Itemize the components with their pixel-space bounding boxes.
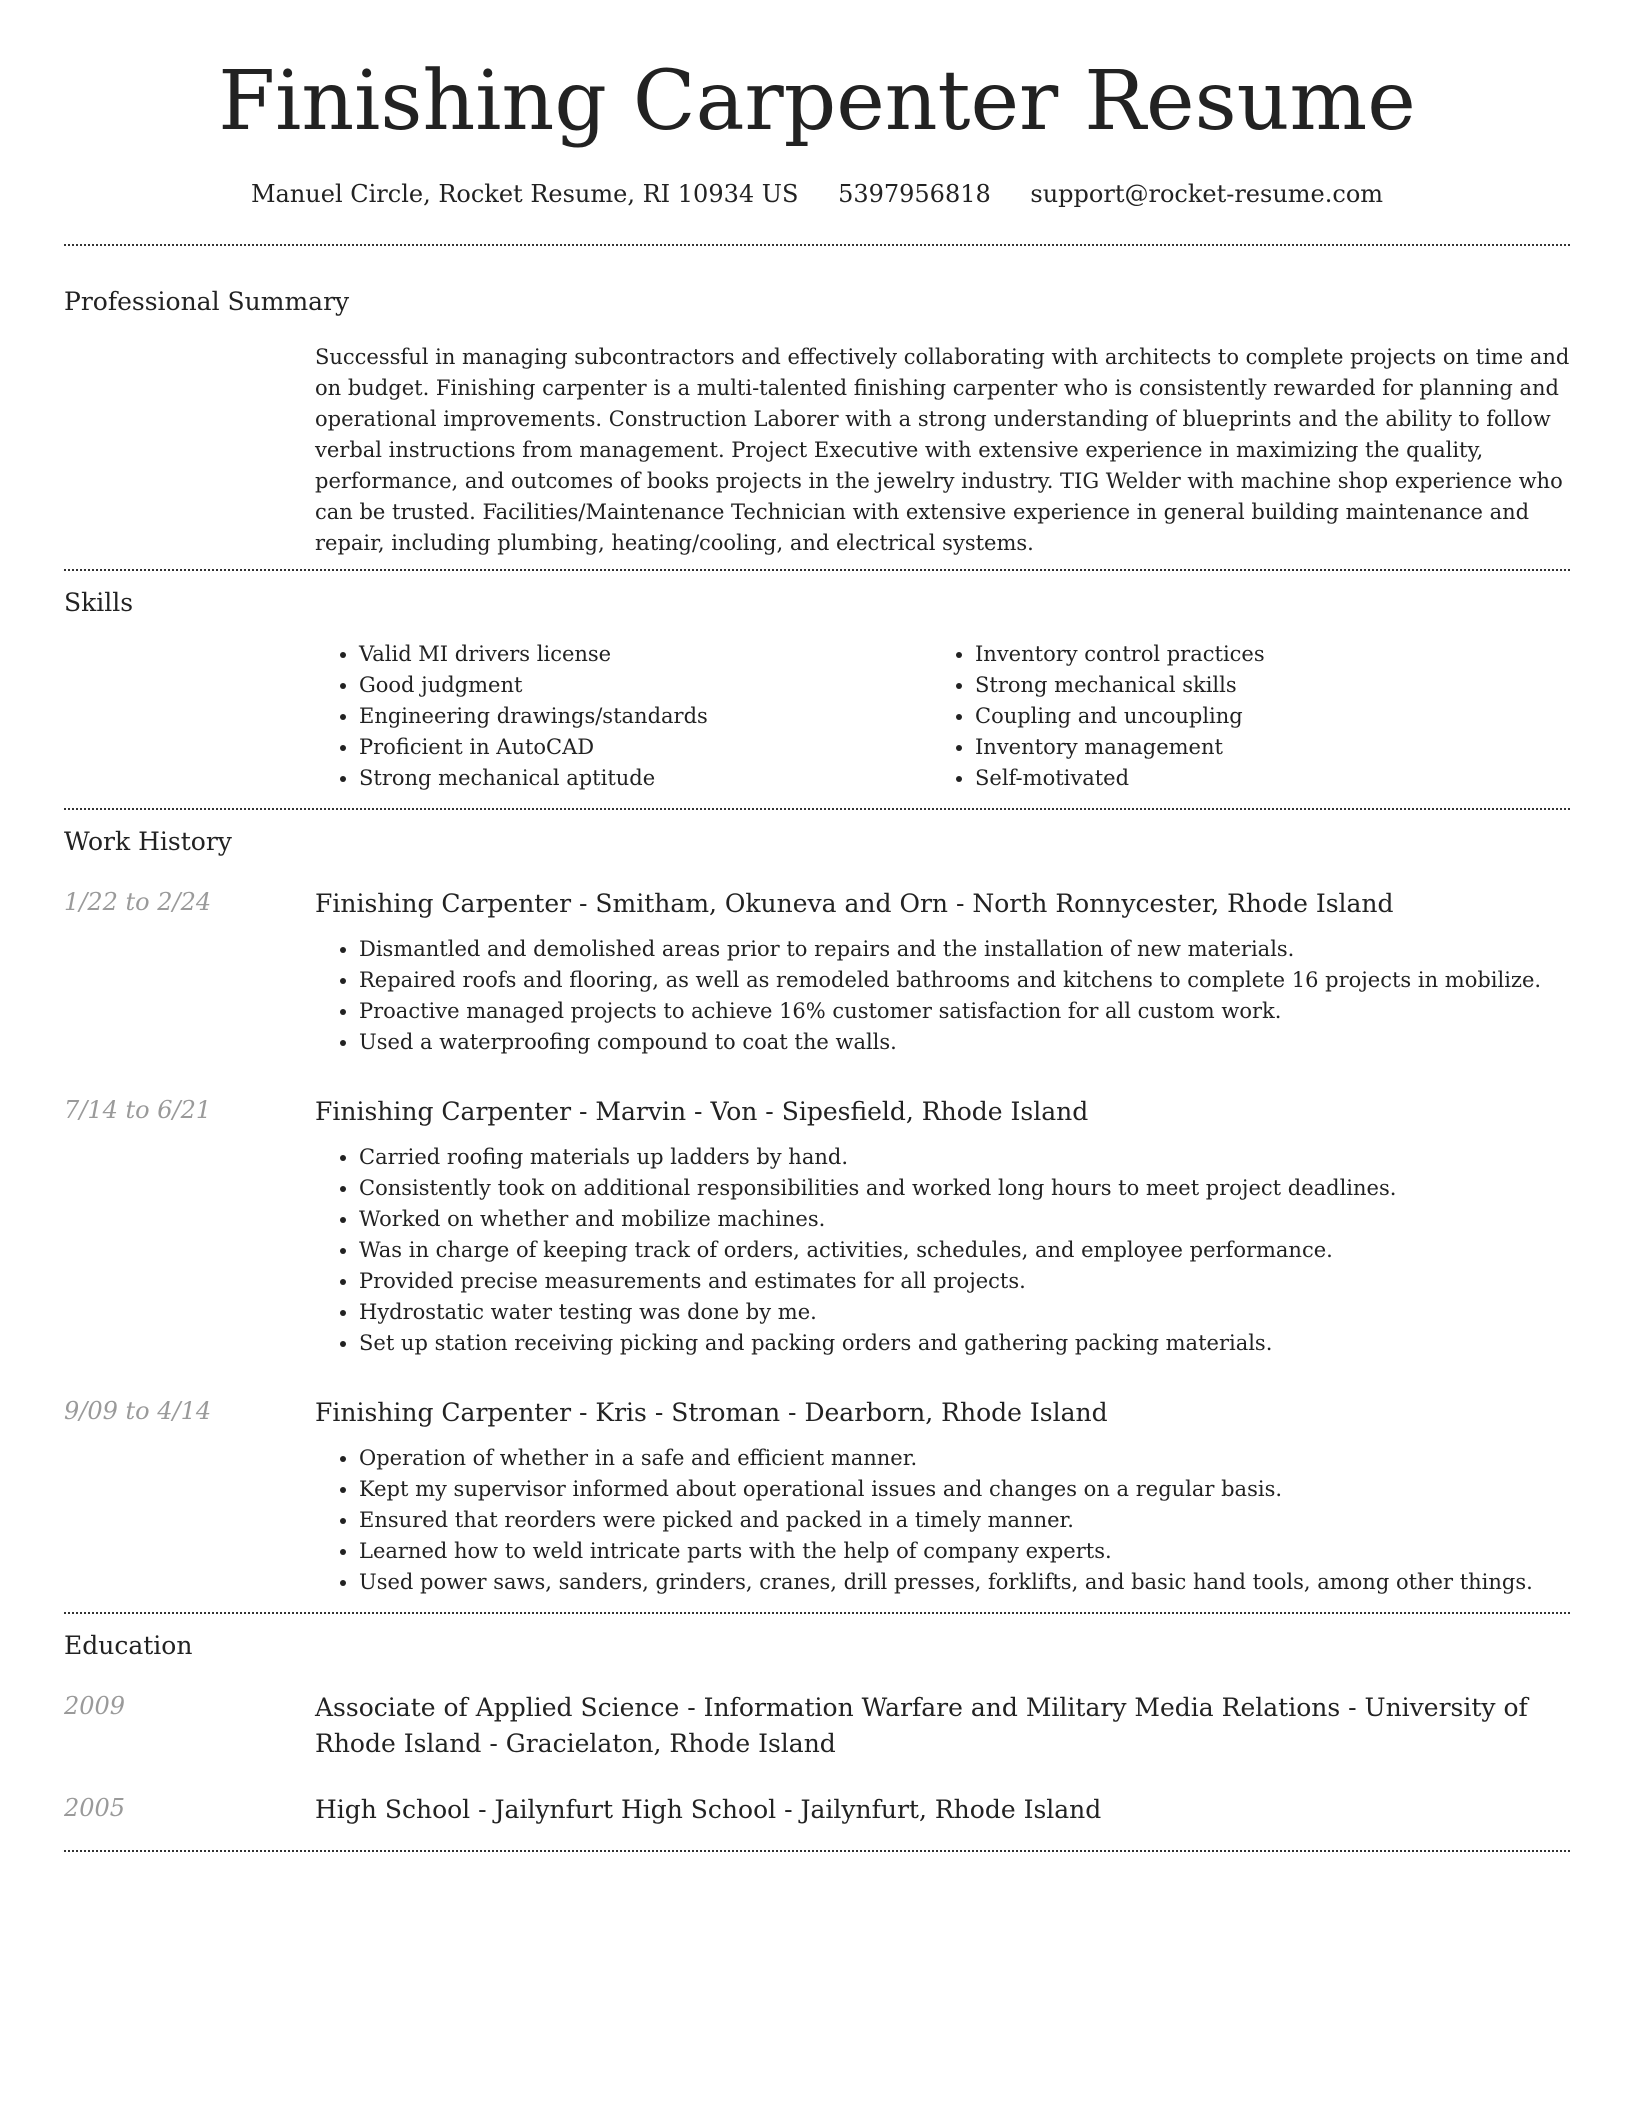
section-divider: [64, 244, 1570, 246]
section-divider: [64, 1612, 1570, 1614]
skill-item: • Engineering drawings/standards: [359, 701, 931, 732]
job-bullets: [315, 934, 1570, 1058]
work-history-section: [64, 826, 1570, 1612]
job-bullet: • Kept my supervisor informed about operational issues and changes on a regular basis.: [359, 1474, 1570, 1505]
skill-item: • Inventory management: [975, 732, 1535, 763]
job-heading: Finishing Carpenter - Smitham, Okuneva and Orn - North Ronnycester, Rhode Island: [315, 889, 1394, 918]
job-bullet: • Hydrostatic water testing was done by me.: [359, 1297, 1570, 1328]
job-entry: [64, 1094, 1570, 1359]
skill-item: • Strong mechanical skills: [975, 670, 1535, 701]
section-title-education: Education: [64, 1631, 193, 1660]
contact-phone: 5397956818: [838, 180, 991, 208]
job-entry: [64, 886, 1570, 1058]
job-bullet: • Consistently took on additional responsibilities and worked long hours to meet project deadlines.: [359, 1173, 1570, 1204]
job-heading: Finishing Carpenter - Marvin - Von - Sipesfield, Rhode Island: [315, 1097, 1089, 1126]
education-year: 2009: [64, 1692, 126, 1720]
education-heading: High School - Jailynfurt High School - Jailynfurt, Rhode Island: [315, 1795, 1102, 1824]
job-bullet: • Operation of whether in a safe and efficient manner.: [359, 1443, 1570, 1474]
professional-summary-section: [64, 286, 1570, 569]
skills-content: [315, 639, 1570, 808]
job-bullet: • Was in charge of keeping track of orders, activities, schedules, and employee performance.: [359, 1235, 1570, 1266]
job-bullet: • Set up station receiving picking and packing orders and gathering packing materials.: [359, 1328, 1570, 1359]
job-bullet: • Proactive managed projects to achieve 16% customer satisfaction for all custom work.: [359, 996, 1570, 1027]
job-bullets: [315, 1142, 1570, 1359]
job-dates: 9/09 to 4/14: [64, 1397, 212, 1425]
summary-content: [315, 342, 1570, 569]
section-title-work: Work History: [64, 827, 232, 856]
section-divider: [64, 1850, 1570, 1852]
skill-item: • Proficient in AutoCAD: [359, 732, 931, 763]
section-divider: [64, 569, 1570, 571]
job-bullet: • Learned how to weld intricate parts with the help of company experts.: [359, 1536, 1570, 1567]
skill-item: • Self-motivated: [975, 763, 1535, 794]
job-bullet: • Worked on whether and mobilize machines.: [359, 1204, 1570, 1235]
skill-item: • Valid MI drivers license: [359, 639, 931, 670]
section-divider: [64, 808, 1570, 810]
job-bullet: • Used a waterproofing compound to coat the walls.: [359, 1027, 1570, 1058]
job-heading: Finishing Carpenter - Kris - Stroman - Dearborn, Rhode Island: [315, 1398, 1108, 1427]
section-title-skills: Skills: [64, 588, 134, 617]
skills-section: [64, 587, 1570, 808]
skill-item: • Good judgment: [359, 670, 931, 701]
job-dates: 1/22 to 2/24: [64, 888, 212, 916]
job-bullet: • Repaired roofs and flooring, as well as remodeled bathrooms and kitchens to complete 16 projects in mobilize.: [359, 965, 1570, 996]
job-entry: [64, 1395, 1570, 1612]
education-year: 2005: [64, 1794, 126, 1822]
job-bullet: • Carried roofing materials up ladders by hand.: [359, 1142, 1570, 1173]
education-heading: Associate of Applied Science - Information Warfare and Military Media Relations - University of Rhode Island - Gracielaton, Rhode Island: [315, 1693, 1528, 1758]
education-section: [64, 1630, 1570, 1850]
job-bullet: • Ensured that reorders were picked and packed in a timely manner.: [359, 1505, 1570, 1536]
education-entry: [64, 1792, 1570, 1850]
skills-list-right: [931, 639, 1535, 794]
contact-line: [64, 178, 1570, 210]
skill-item: • Inventory control practices: [975, 639, 1535, 670]
skill-item: • Coupling and uncoupling: [975, 701, 1535, 732]
job-bullet: • Dismantled and demolished areas prior to repairs and the installation of new materials.: [359, 934, 1570, 965]
job-bullet: • Used power saws, sanders, grinders, cranes, drill presses, forklifts, and basic hand tools, among other things.: [359, 1567, 1570, 1598]
summary-text: Successful in managing subcontractors and effectively collaborating with architects to complete projects on time and on budget. Finishing carpenter is a multi-talented finishing carpenter who is consistently rewarded for planning and operational improvements. Construction Laborer with a strong understanding of blueprints and the ability to follow verbal instructions from management. Project Executive with extensive experience in maximizing the quality, performance, and outcomes of books projects in the jewelry industry. TIG Welder with machine shop experience who can be trusted. Facilities/Maintenance Technician with extensive experience in general building maintenance and repair, including plumbing, heating/cooling, and electrical systems.: [315, 345, 1570, 555]
job-bullet: • Provided precise measurements and estimates for all projects.: [359, 1266, 1570, 1297]
section-title-summary: Professional Summary: [64, 287, 350, 316]
education-entry: [64, 1690, 1570, 1762]
job-bullets: [315, 1443, 1570, 1598]
job-dates: 7/14 to 6/21: [64, 1096, 212, 1124]
skills-list-left: [315, 639, 931, 794]
resume-title: Finishing Carpenter Resume: [218, 54, 1416, 149]
skill-item: • Strong mechanical aptitude: [359, 763, 931, 794]
contact-email: support@rocket-resume.com: [1030, 180, 1384, 208]
resume-page: [64, 0, 1570, 1852]
contact-address: Manuel Circle, Rocket Resume, RI 10934 US: [250, 180, 799, 208]
